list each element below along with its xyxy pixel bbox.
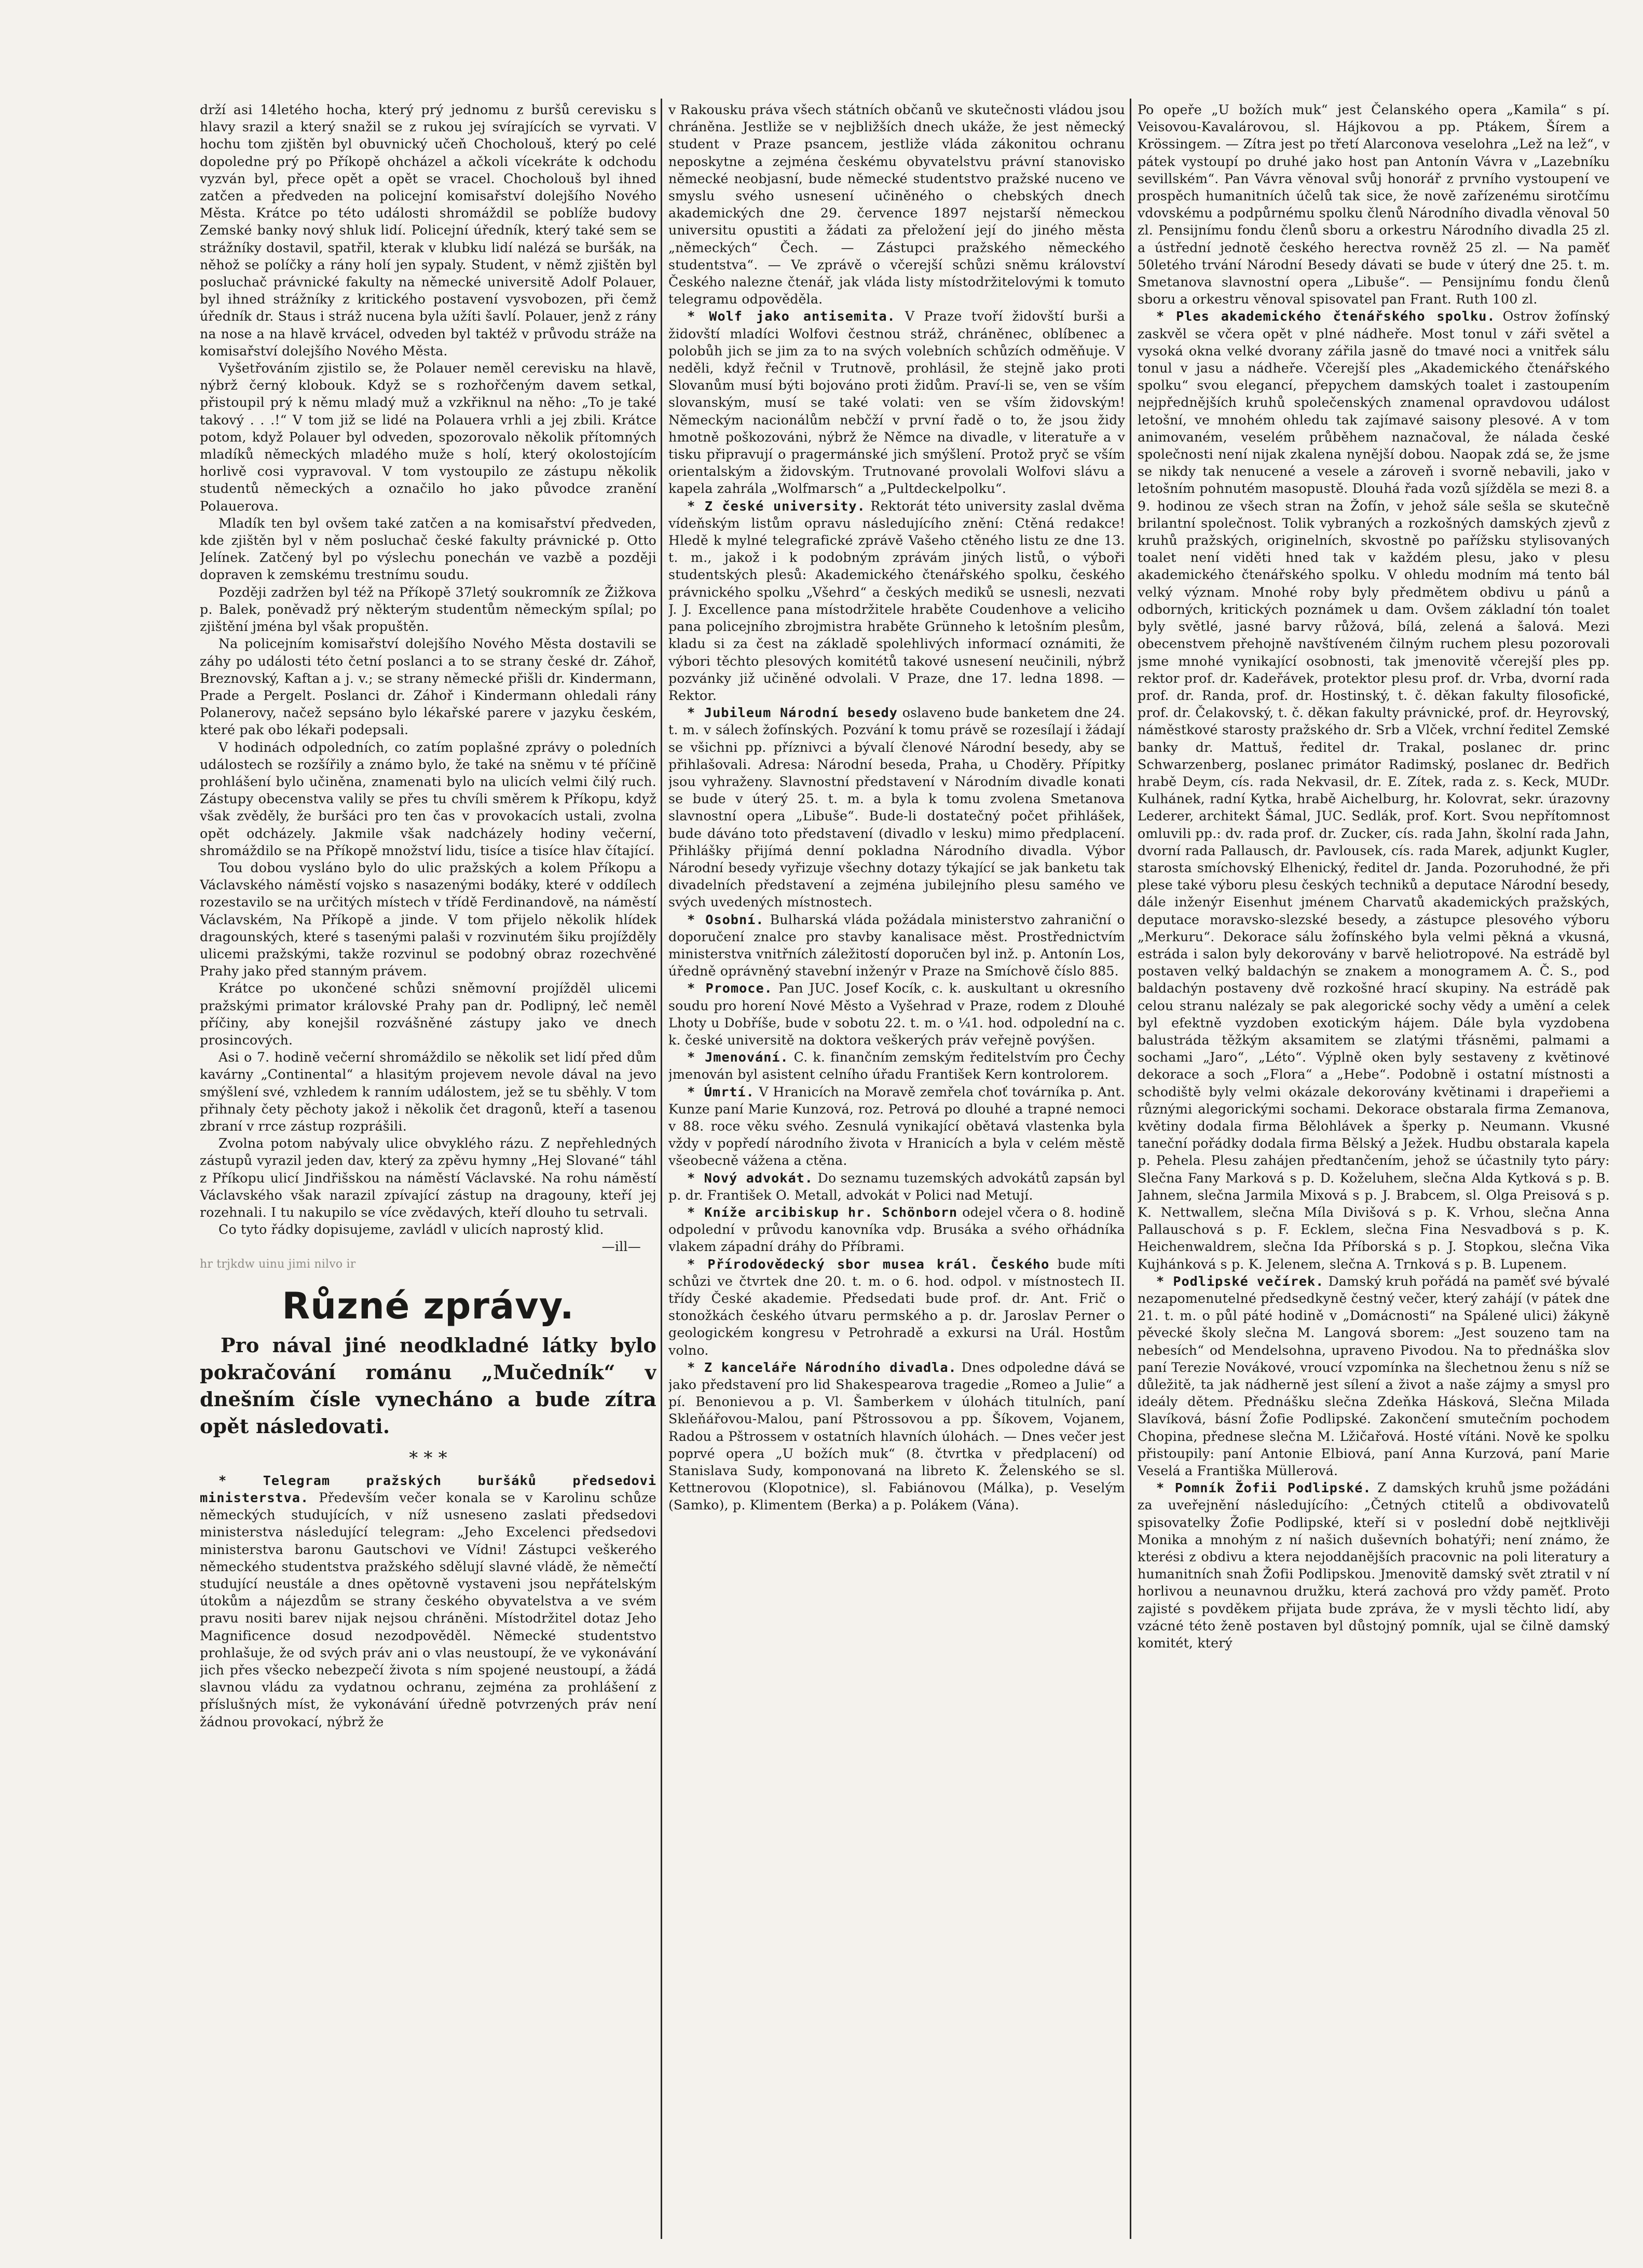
faded-line: hr trjkdw uinu jimi nilvo ir xyxy=(200,1257,356,1271)
col1-para-7: Tou dobou vysláno bylo do ulic pražských a kolem Příkopu a Václavského náměstí vojsko s nasazenými bodáky, které v oddílech rozestavilo se na určitých místech v třídě Ferdinandově, na náměstí Václavském, Na Příkopě a jinde. V tom přijelo několik hlídek dragounských, které s tasenými palaši v rozvinutém šiku projížděly ulicemi pražskými, takže rozvinul se podobný obraz rozechvěné Prahy jako před stanným právem. xyxy=(200,860,656,979)
news-item-label: * Kníže arcibiskup hr. Schönborn xyxy=(687,1205,958,1220)
news-item-text: Pan JUC. Josef Kocík, c. k. auskultant u okresního soudu pro horení Nové Město a Vyšehrad v Praze, rodem z Dlouhé Lhoty u Dobříše, bude v sobotu 22. t. m. o ¼1. hod. odpolední na c. k. české universitě na doktora veškerých práv veřejně povýšen. xyxy=(668,981,1125,1048)
news-item xyxy=(668,308,1125,497)
col1-para-4: Později zadržen byl též na Příkopě 37letý soukromník ze Žižkova p. Balek, poněvadž prý některým studentům německým spílal; po zjištění jména byl však propuštěn. xyxy=(200,584,656,635)
column-1 xyxy=(200,101,656,2239)
news-item-text: Z damských kruhů jsme požádáni za uveřejnění následujícího: „Četných ctitelů a obdivovatelů spisovatelky Žofie Podlipské, kteří si v poslední době nejtklivěji Monika a mnohým z ní našich duševních bohatýři; není známo, že kterési z obdivu a ktera nejoddanějších pracovnic na poli literatury a humanitních snah Žofii Podlipskou. Jmenovitě damský svět ztratil v ní horlivou a neunavnou družku, která zachová pro vždy paměť. Proto zajisté s povděkem přijata bude zpráva, že v mysli těchto lidí, aby vzácné této ženě postaven byl důstojný pomník, ujal se čilně damský komitét, který xyxy=(1138,1480,1610,1651)
news-item-label: * Z kanceláře Národního divadla. xyxy=(687,1359,957,1375)
col1-para-1: drží asi 14letého hocha, který prý jednomu z buršů cerevisku s hlavy srazil a který snažil se z rukou jej svírajících se vyrvati. V hochu tom zjištěn byl obuvnický učeň Chocholouš, který po celé dopoledne prý po Příkopě ohcházel a ačkoli vícekráte k odchodu vyzván byl, přece opět a opět se vracel. Chocholouš byl ihned zatčen a předveden na policejní komisařství dolejšího Nového Města. Krátce po této události shromáždil se poblíže budovy Zemské banky nový shluk lidí. Policejní úředník, který také sem se strážníky dostavil, spatřil, kterak v klubku lidí nalézá se buršák, na něhož se políčky a rány holí jen sypaly. Student, v němž zjištěn byl posluchač právnické fakulty na německé universitě Adolf Polauer, byl ihned strážníky z kritického postavení vysvobozen, při čemž úředník dr. Staus i stráž nucena byla užíti šavlí. Polauer, jenž z rány na nose a na hlavě krvácel, odveden byl taktéž v průvodu stráže na komisařství dolejšího Nového Města. xyxy=(200,102,656,359)
column-2 xyxy=(668,101,1125,2239)
news-item-text: bude míti schůzi ve čtvrtek dne 20. t. m. o 6. hod. odpol. v místnostech II. třídy České akademie. Předsedati bude prof. dr. Ant. Frič o stonožkách českého útvaru permského a p. dr. Jaroslav Perner o geologickém kongresu v Petrohradě a exkursi na Urál. Hostům volno. xyxy=(668,1256,1125,1358)
news-item-text: Především večer konala se v Karolinu schůze německých studujících, v níž usneseno zaslati předsedovi ministerstva následující telegram: „Jeho Excelenci předsedovi ministerstva baronu Gautschovi ve Vídni! Zástupci veškerého německého studentstva pražského sdělují slavné vládě, že němečtí studující neustále a dnes opětovně vystaveni jsou nepřátelským útokům a nájezdům se strany českého obyvatelstva a ve svém pravu nositi barev nijak nejsou chráněni. Místodržitel dotaz Jeho Magnificence dosud nezodpověděl. Německé studentstvo prohlašuje, že od svých práv ani o vlas neustoupí, že ve vykonávání jich přes všecko nebezpečí života s ním spojené neustoupí, a žádá slavnou vládu za vydatnou ochranu, zejména za prohlášení z příslušných míst, že vykonávání úředně potvrzených práv není žádnou provokací, nýbrž že xyxy=(200,1490,656,1729)
news-item-text: C. k. finančním zemským ředitelstvím pro Čechy jmenován byl asistent celního úřadu František Kern kontrolorem. xyxy=(668,1050,1125,1082)
column-rule-1 xyxy=(661,99,662,2239)
news-item xyxy=(668,1359,1125,1514)
col1-para-9: Asi o 7. hodině večerní shromáždilo se několik set lidí před dům kavárny „Continental“ a hlasitým projevem nevole dával na jevo smýšlení své, vzhledem k ranním událostem, jež se tu sběhly. V tom přihnaly čety pěchoty jakož i několik čet dragonů, kteří a tasenou zbraní v rrce zástup rozprášili. xyxy=(200,1050,656,1134)
article-signature: —ill— xyxy=(601,1239,641,1255)
news-item-label: * Přírodovědecký sbor musea král. Českého xyxy=(687,1256,1050,1272)
col1-para-2: Vyšetřováním zjistilo se, že Polauer neměl cerevisku na hlavě, nýbrž černý klobouk. Když se s rozhořčeným davem setkal, přistoupil prý k němu mladý muž a vzkřiknul na něho: „To je také takový . . .!“ V tom již se lidé na Polauera vrhli a jej zbili. Krátce potom, když Polauer byl odveden, spozorovalo několik přítomných mladíků německých mladého muže s holí, který okolostojícím horlivě cosi vypravoval. V tom vystoupilo ze zástupu několik studentů německých a označilo ho jako původce zranění Polauerova. xyxy=(200,361,656,514)
col1-para-3: Mladík ten byl ovšem také zatčen a na komisařství předveden, kde zjištěn byl v něm posluchač české fakulty právnické p. Otto Jelínek. Zatčený byl po výslechu ponechán ve vazbě a později dopraven k zemskému trestnímu soudu. xyxy=(200,515,656,583)
col1-para-10: Zvolna potom nabývaly ulice obvyklého rázu. Z nepřehledných zástupů vyrazil jeden dav, který za zpěvu hymny „Hej Slované“ táhl z Příkopu ulicí Jindřišskou na náměstí Václavské. Na rohu náměstí Václavského však narazil zpívající zástup na dragouny, kteří jej rozehnali. I tu nakupilo se více zvědavých, kteří dlouho tu setrvali. xyxy=(200,1136,656,1220)
col2-news-items xyxy=(668,308,1125,1514)
news-item xyxy=(1138,1479,1610,1652)
news-item-label: * Telegram pražských buršáků předsedovi ministerstva. xyxy=(200,1473,656,1506)
column-rule-2 xyxy=(1130,99,1131,2239)
section-heading: Různé zprávy. xyxy=(282,1284,574,1327)
news-item xyxy=(1138,1273,1610,1479)
news-item-label: * Jubileum Národní besedy xyxy=(687,705,898,721)
news-item xyxy=(668,911,1125,980)
news-item xyxy=(668,980,1125,1049)
news-item xyxy=(668,1049,1125,1083)
news-item xyxy=(668,1170,1125,1204)
news-item-text: V Hranicích na Moravě zemřela choť továrníka p. Ant. Kunze paní Marie Kunzová, roz. Petrová po dlouhé a trapné nemoci v 88. roce věku svého. Zesnulá vynikající obětavá vlastenka byla vždy v popředí národního života v Hranicích a byla v celém městě všeobecně vážena a ctěna. xyxy=(668,1084,1125,1169)
news-item-label: * Nový advokát. xyxy=(687,1170,813,1186)
news-item-text: Damský kruh pořádá na paměť své bývalé nezapomenutelné předsedkyně čestný večer, který zahájí (v pátek dne 21. t. m. o půl páté hodině v „Domácnosti“ na Spálené ulici) žákyně pěvecké školy slečna M. Langová sborem: „Jest souzeno tam na nebesích“ od Mendelsohna, upraveno Pivodou. Na to přednáška slov paní Terezie Novákové, vroucí vzpomínka na šlechetnou ženu s níž se důležitě, ta jak nádherně jest sílení a život a naše zájmy a smysl pro ideály dětem. Přednášku slečna Zdeňka Hásková, Slečna Milada Slavíková, básní Žofie Podlipské. Zakončení smutečním pochodem Chopina, přednese slečna M. Lžičařová. Hosté vítáni. Nově ke spolku přistoupily: paní Antonie Elbiová, paní Anna Kurzová, paní Marie Veselá a Františka Müllerová. xyxy=(1138,1273,1610,1479)
news-item-text: V Praze tvoří židovští burši a židovští mladíci Wolfovi čestnou stráž, chráněnec, oblíbenec a polobůh jich se jim za to na svých volebních schůzích odměňuje. V neděli, když řečnil v Trutnově, prohlásil, že stejně jako proti Slovanům musí býti bojováno proti židům. Praví-li se, ven se vším slovanským, musí se také volati: ven se vším židovským! Německým nacionálům nebčží v první řadě o to, že jsou židy hmotně poškozováni, nýbrž že Němce na divadle, v literatuře a v tisku připravují o pragermánské jich smýšlení. Protož pryč se vším orientalským a židovským. Trutnované provolali Wolfovi slávu a kapela zahrála „Wolfmarsch“ a „Pultdeckelpolku“. xyxy=(668,309,1125,497)
news-item-label: * Promoce. xyxy=(687,981,773,996)
news-item-label: * Jmenování. xyxy=(687,1050,789,1065)
col3-news-items xyxy=(1138,308,1610,1652)
news-item-label: * Ples akademického čtenářského spolku. xyxy=(1156,309,1496,324)
news-item-text: Do seznamu tuzemských advokátů zapsán byl p. dr. František O. Metall, advokát v Polici nad Metují. xyxy=(668,1170,1125,1203)
col1-para-5: Na policejním komisařství dolejšího Nového Města dostavili se záhy po události této četní poslanci a to se strany české dr. Záhoř, Breznovský, Kaftan a j. v.; se strany německé přišli dr. Kindermann, Prade a Pergelt. Poslanci dr. Záhoř i Kindermann ohledali rány Polanerovy, načež sepsáno bylo lékařské parere v jazyku českém, které pak obo lékaři podepsali. xyxy=(200,636,656,738)
news-item-telegram xyxy=(200,1472,656,1730)
col3-para-1: Po opeře „U božích muk“ jest Čelanského opera „Kamila“ s pí. Veisovou-Kavalárovou, sl. Hájkovou a pp. Ptákem, Šírem a Krössingem. — Zítra jest po třetí Alarconova veselohra „Lež na lež“, v pátek vystoupí po druhé jako host pan Antonín Vávra v „Lazebníku sevillském“. Pan Vávra věnoval svůj honorář z prvního vystoupení ve prospěch humanitních účelů tak sice, že nově zařízenému sirotčímu vdovskému a podpůrnému spolku členů Národního divadla věnoval 50 zl. Pensijnímu fondu členů sboru a orkestru Národního divadla 25 zl. a ústřední jednotě českého herectva rovněž 25 zl. — Na paměť 50letého trvání Národní Besedy dávati se bude v úterý dne 25. t. m. Smetanova slavnostní opera „Libuše“. — Pensijnímu fondu členů sboru a orkestru věnoval spisovatel pan Frant. Ruth 100 zl. xyxy=(1138,102,1610,307)
news-item-text: oslaveno bude banketem dne 24. t. m. v sálech žofínských. Pozvání k tomu právě se rozesílají i žádají se všichni pp. příznivci a bývalí členové Národní besedy, aby se přihlašovali. Adresa: Národní beseda, Praha, u Choděry. Přípitky jsou vyhraženy. Slavnostní představení v Národním divadle konati se bude v úterý 25. t. m. a byla k tomu zvolena Smetanova slavnostní opera „Libuše“. Bude-li dostatečný počet přihlášek, bude dáváno toto představení (divadlo v lesku) mimo předplacení. Přihlášky přijímá denní pokladna Národního divadla. Výbor Národní besedy vyřizuje všechny dotazy týkající se jak banketu tak divadelních představení a zejména jubilejního plesu samého ve svých uvedených místnostech. xyxy=(668,705,1125,910)
news-item xyxy=(668,498,1125,704)
news-item-text: Bulharská vláda požádala ministerstvo zahraniční o doporučení znalce pro stavby kanalisace měst. Prostřednictvím ministerstva vnitřních záležitostí doporučen byl inž. p. Antonín Los, úředně oprávněný stavební inženýr v Praze na Smíchově číslo 885. xyxy=(668,912,1125,979)
news-item xyxy=(668,1083,1125,1170)
news-item-text: Ostrov žofínský zaskvěl se včera opět v plné nádheře. Most tonul v záři světel a vysoká okna velké dvorany zářila jasně do tmavé noci a vnitřek sálu tonul v jasu a nádheře. Včerejší ples „Akademického čtenářského spolku“ svou elegancí, přepychem damských toalet i zastoupením nejpřednějších kruhů společenských znamenal opravdovou událost letošní, ve mnohém ohledu tak zajímavé saisony plesové. A v tom animovaném, veselém průběhem naznačoval, že nálada české společnosti není nijak zkalena nynější dobou. Naopak zdá se, že jsme se nikdy tak nenucené a vesele a zároveň i svorně nebavili, jako v letošním pohnutém masopustě. Dlouhá řada vozů sjížděla se mezi 8. a 9. hodinou ze všech stran na Žofín, v jehož sále sešla se skutečně brilantní společnost. Tolik vybraných a rozkošných damských zjevů z kruhů pražských, originelních, skvostně po pařížsku stylisovaných toalet není viděti hned tak v každém plesu, jako v plesu akademického čtenářského spolku. V ohledu modním má tento bál velký význam. Mnohé roby byly předmětem obdivu u pánů a odborných, kritických poznámek u dam. Ovšem základní tón toalet byly světlé, jasné barvy růžová, bílá, zelená a šalová. Mezi obecenstvem přehojně navštíveném čilným ruchem plesu pozorovali jsme mnohé vynikající osobnosti, tak jmenovitě včerejší ples pp. rektor prof. dr. Kadeřávek, protektor plesu prof. dr. Vrba, dvorní rada prof. dr. Randa, prof. dr. Hostinský, t. č. děkan fakulty filosofické, prof. dr. Čelakovský, t. č. děkan fakulty právnické, prof. dr. Heyrovský, náměstkové starosty pražského dr. Srb a Vlček, vrchní ředitel Zemské banky dr. Mattuš, ředitel dr. Trakal, poslanec dr. princ Schwarzenberg, poslanec primátor Radimský, poslanec dr. Bedřich hrabě Deym, cís. rada Nekvasil, dr. E. Zítek, rada z. s. Keck, MUDr. Kulhánek, radní Kytka, hrabě Aichelburg, hr. Kolovrat, sekr. úrazovny Lederer, architekt Šámal, JUC. Sedlák, prof. Kort. Svou nepřítomnost omluvili pp.: dv. rada prof. dr. Zucker, cís. rada Jahn, školní rada Jahn, dvorní rada Pallausch, dr. Pavlousek, cís. rada Marek, adjunkt Kugler, starosta smíchovský Elhenický, ředitel dr. Janda. Pozoruhodné, že při plese také výboru plesu českých techniků a deputace Národní besedy, dále inženýr Eisenhut jménem Charvatů akademických pražských, deputace moravsko-slezské besedy, a zástupce plesového výboru „Merkuru“. Dekorace sálu žofínského byla velmi pěkná a vkusná, estráda i salon byly dekorovány v barvě heliotropové. Na estrádě byl postaven velký baldachýn se znakem a monogramem A. Č. S., pod baldachýn postaveny dvě rozkošné hrací skupiny. Na estrádě pak celou stranu nalézaly se pak alegorické sochy vědy a umění a celek byl efektně vyzdoben exotickým hájem. Dále byla vyzdobena balustráda těžkým aksamitem se zlatými třásněmi, palmami a sochami „Jaro“, „Léto“. Výplně oken byly sestaveny z květinové dekorace a soch „Flora“ a „Hebe“. Podobně i ostatní místnosti a schodiště byly velmi okázale dekorovány květinami i drapeřiemi a různými alegorickými sochami. Dekorace obstarala firma Zemanova, květiny dodala firma Bělohlávek a šperky p. Neumann. Vkusné taneční pořádky dodala firma Bělský a Ježek. Hudbu obstarala kapela p. Pehela. Plesu zahájen předtančením, jehož se účastnily tyto páry: Slečna Fany Marková s p. D. Koželuhem, slečna Alda Kytková s p. B. Jahnem, slečna Jarmila Mixová s p. J. Brabcem, sl. Olga Preisová s p. K. Nettwallem, slečna Míla Divišová s p. K. Vrhou, slečna Anna Pallauschová s p. F. Ecklem, slečna Fina Nesvadbová s p. K. Heichenwaldrem, slečna Ida Příborská s p. J. Stopkou, slečna Vika Kujhánková s p. K. Jelenem, slečna A. Trnková s p. B. Lupenem. xyxy=(1138,309,1610,1272)
separator-stars: * * * xyxy=(409,1447,447,1468)
news-item-label: * Z české university. xyxy=(687,498,866,514)
news-item xyxy=(668,704,1125,911)
news-item xyxy=(1138,308,1610,1272)
col1-para-11: Co tyto řádky dopisujeme, zavládl v ulicích naprostý klid. xyxy=(218,1222,604,1238)
col2-para-1: v Rakousku práva všech státních občanů ve skutečnosti vládou jsou chráněna. Jestliže se v nejbližších dnech ukáže, že jest německý student v Praze psancem, jestliže vláda zákonitou ochranu neposkytne a zejména českému obyvatelstvu právní stanovisko německé neobjasní, bude německé studentstvo pražské nuceno ve smyslu svého usnesení učiněného o chebských dnech akademických dne 29. července 1897 nejstarší německou universitu opustiti a žádati za přeložení její do jiného města „německých“ Čech. — Zástupci pražského německého studentstva“. — Ve zprávě o včerejší schůzi sněmu království Českého nalezne čtenář, jak vláda listy místodržitelovými k tomuto telegramu odpověděla. xyxy=(668,102,1125,307)
news-item-label: * Wolf jako antisemita. xyxy=(687,309,896,324)
news-item-label: * Pomník Žofii Podlipské. xyxy=(1156,1480,1372,1496)
news-item-label: * Úmrtí. xyxy=(687,1084,755,1099)
news-item xyxy=(668,1204,1125,1256)
news-item-text: Dnes odpoledne dává se jako představení pro lid Shakespearova tragedie „Romeo a Julie“ a pí. Benonievou a p. Vl. Šamberkem v úlohách titulních, paní Skleňářovou-Malou, paní Pštrossovou a pp. Šíkovem, Vojanem, Radou a Pštrossem v ostatních hlavních úlohách. — Dnes večer jest poprvé opera „U božích muk“ (8. čtvrtka v předplacení) od Stanislava Sudy, komponovaná na libreto K. Želenského se sl. Kettnerovou (Klopotnice), sl. Fabiánovou (Málka), p. Veselým (Samko), p. Klimentem (Berka) a p. Polákem (Vána). xyxy=(668,1359,1125,1513)
news-item-label: * Podlipské večírek. xyxy=(1156,1273,1324,1289)
col1-para-8: Krátce po ukončené schůzi sněmovní projížděl ulicemi pražskými primator královské Prahy pan dr. Podlipný, leč neměl příčiny, aby konejšil rozvášněné zástupy jako ve dnech prosincových. xyxy=(200,981,656,1048)
editorial-notice: Pro nával jiné neodkladné látky bylo pokračování románu „Mučedník“ v dnešním čísle vynecháno a bude zítra opět následovati. xyxy=(200,1333,656,1438)
col1-para-6: V hodinách odpoledních, co zatím poplašné zprávy o poledních událostech se rozšířily a známo bylo, že také na sněmu v té příčině prohlášení bylo učiněna, znamenati bylo na ulicích velmi čilý ruch. Zástupy obecenstva valily se přes tu chvíli směrem k Příkopu, když však zvěděly, že buršáci pro ten čas v provokacích ustali, zvolna opět odcházely. Jakmile však nadcházely hodiny večerní, shromáždilo se na Příkopě množství lidu, tisíce a tisíce hlav čítající. xyxy=(200,739,656,858)
news-item xyxy=(668,1256,1125,1359)
news-item-text: odejel včera o 8. hodině odpolední v průvodu kanovníka vdp. Brusáka a svého ořhádníka vlakem západní dráhy do Příbrami. xyxy=(668,1205,1125,1255)
column-3 xyxy=(1138,101,1610,2239)
news-item-label: * Osobní. xyxy=(687,912,764,927)
news-item-text: Rektorát této university zaslal dvěma vídeňským listům opravu následujícího znění: Ctěná redakce! Hledě k mylné telegrafické zprávě Vašeho ctěného listu ze dne 13. t. m., jakož i k podobným zprávám jiných listů, o výboři studentských plesů: Akademického čtenářského spolku, českého právnického spolku „Všehrd“ a českých mediků se usnesli, nezvati J. J. Excellence pana místodržitele hraběte Coudenhove a veliciho pana policejního zbrojmistra hraběte Grünneho k letošním plesům, kladu si za čest na základě spolehlivých informací oznámiti, že výbori těchto plesových komitétů takové usnesení neučinili, nýbrž pozvánky již učiněné odvolali. V Praze, dne 17. ledna 1898. — Rektor. xyxy=(668,498,1125,703)
